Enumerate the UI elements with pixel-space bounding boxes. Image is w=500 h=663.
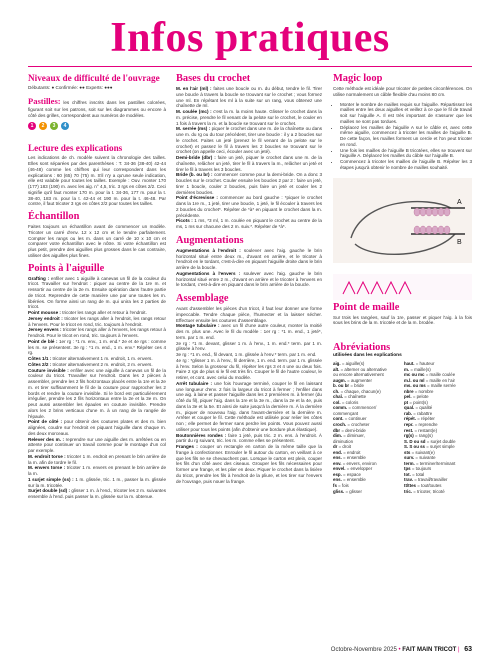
lecture-text: Les indications de ch. modèle suivent la chronologie des tailles. Elles sont séparées par des parenthèses : T. 34-36 (38-40) 42-44 (46-48) comme les chiffres qui leur correspondent dans les explications : 60 (65) 70 (75) m. S'il n'y a qu'une seule indication, elle est valable pour toutes les tailles. Exemple : Ouv. monter 170 (177) 183 (190) m. avec les aig. n° 4,5, tric. 3 rgs en côtes 2/2. Ceci signifie qu'il faut monter 170 m. pour la t. 34-36, 177 m. pour la t. 38-40, 183 m. pour la t. 42-44 et 190 m. pour la t. 46-48. Par contre, il faut tricoter 3 rgs en côtes 2/2 pour toutes les tailles. [28,155,166,207]
assemblage-entry-text: une fois l'ouvrage terminé, couper le fil en laissant une longueur d'env. 2 fois la largeur du tricot à fermer ; l'enfiler dans une aig. à laine et passer l'aiguille dans les 2 premières m. à fermer (du côté du fil), piquer l'aig. dans la 1re et la 3e m., dans la 2e et la 4e, puis dans la 3e et la 5e. Et ainsi de suite jusqu'à la dernière m. À la dernière m., piquer de nouveau l'aig. dans l'avant-dernière et la dernière m. Arrêter et couper le fil. Cette méthode est utilisée pour relier les côtes non ; elle permet de fermer sans perdre les points. Vous pouvez aussi utiliser pour tous les points (afin d'obtenir une bordure plus élastique). [176,380,322,432]
assemblage-entry-text: couper un rectangle en carton de la même taille que la frange à confectionner. Enrouler le fil autour du carton, en veillant à ce que les fils ne se chevauchent pas. Lorsque le carton est plein, couper les fils d'un côté avec des ciseaux. Grouper les fils nécessaires pour former une frange, et les plier en deux. Piquer le crochet dans la lisière du tricot, prendre les fils à l'endroit de la pliure, et les tirer sur l'envers de l'ouvrage, puis nouer la frange. [176,444,322,484]
magic-loop-intro: Cette méthode est idéale pour tricoter de petites circonférences. On utilise normalement un câble flexible d'au moins 80 cm. [333,86,472,97]
lecture-title: Lecture des explications [28,143,123,154]
points-entry-text: tricoter les rangs aller à l'envers, les rangs retour à l'endroit. Pour le tricot en rond, tric. toujours à l'envers. [28,327,166,338]
points-entry [28,339,166,356]
abbreviation-definition: = hauteur [415,361,435,366]
abbreviation-definition: = coloris [341,399,359,405]
abbreviation-definition: = maille en l'air [425,377,456,383]
abbreviations-left-column [333,361,401,494]
assemblage-entry-text: 4e rg : *glisser 1 m. à l'env., fil derrière, 1 m. end. term. par 1 m. glissée à l'env. Selon la grosseur du fil, répéter les rgs 3 et 4 une ou deux fois. Faire 2 rgs de plus si le fil est très fin. Couper le fil de l'autre couleur, le retirer, et cont. avec celui du modèle. [176,357,322,380]
abbreviation-term: tt/ttes [404,483,416,489]
pastilles-title: Pastilles: [28,95,61,106]
pastille-2-icon: 2 [39,122,47,130]
points-entry-text: glisser 1 m. à l'end., tricoter les 2 m. suivantes ensemble à l'end. puis passer la m. glissée sur la m. obtenue. [28,488,166,499]
footer-magazine: FAIT MAIN TRICOT [402,647,457,653]
diagram-background [333,178,472,263]
abbreviation-definition: = travail/travailler [414,477,448,483]
abbreviation-definition: = commencer/ [348,405,377,411]
abbreviation-term: fs [333,483,337,489]
points-entry-term: Couture invisible : [28,367,69,373]
abbreviation-term: pt [404,399,409,405]
crochet-entry [176,109,322,126]
points-entry-term: Point de blé : [28,338,58,344]
footer-issue: Octobre-Novembre 2025 [330,647,397,653]
points-entry-text: pour obtenir des coutures plates et des m. bien alignées, coudre sur l'endroit en piquant l'aiguille dans chaque m. des deux morceaux. [28,419,167,436]
points-entry [28,419,166,436]
abbreviation-definition: = ensemble [343,477,366,483]
crochet-entry-term: M. serrée (ms) : [176,126,211,132]
assemblage-entry-text: avec un fil d'une autre couleur, monter la moitié des m. plus une. Avec le fil du modèle : 1er rg : *1 m. end., 1 jeté*, term. par 1 m. end. [176,323,322,340]
abbreviation-definition: = droit [338,444,351,450]
abbreviation-term: haut. [404,361,415,366]
abbreviations-title: Abréviations [333,342,391,353]
crochet-entry-term: Point d'écrevisse : [176,195,218,201]
abbreviation-definition: = ensemble [343,455,366,461]
abbreviation-definition: = alterner ou alternative [340,366,387,372]
abbreviation-definition: = crocheter [347,422,370,428]
assemblage-entry [176,341,322,353]
points-entry-term: 1 surjet simple (ss) : [28,476,74,482]
augment-entry [176,248,322,271]
abbreviation-term: chaî. [333,394,344,400]
points-list [28,276,166,500]
abbreviation-definition: = envers, environ [342,460,377,466]
abbreviation-definition: = espace [343,471,361,477]
crochet-entry [176,155,322,172]
abbreviation-definition: = toujours [411,466,432,472]
pastilles-text: les chiffres inscrits dans les pastilles colorées, figurant soit sur les patrons, soit sur les diagrammes ou encore à côté des grilles, correspondent aux numéros de modèles. [28,99,166,118]
points-entry-term: Côtes 2/2 : [28,361,52,367]
crochet-title: Bases du crochet [176,73,251,84]
points-entry [28,437,166,454]
points-entry-term: Surjet double (sd) : [28,488,71,494]
assemblage-entry [176,444,322,484]
levels-title: Niveaux de difficulté de l'ouvrage [28,73,160,83]
augment-list [176,248,322,288]
abbreviation-term: col. [333,399,341,405]
abbreviations-table [333,361,472,494]
abbreviation-definition: = total [412,471,425,477]
crochet-entry-term: Demi-bride (dbr) : [176,155,216,160]
abbreviation-definition: = chaque, chacun(e) [340,388,381,394]
crochet-entry [176,195,322,218]
levels-text: Débutants: ● Confirmée: ●● Experts: ●●● [28,85,113,90]
points-entry [28,488,166,500]
abbreviation-term: répét. [404,416,416,422]
points-entry [28,465,166,477]
crochet-entry-term: M. en l'air (ml) : [176,86,212,91]
abbreviation-definition: = bride [350,383,364,389]
abbreviation-definition: = continuer [344,416,367,422]
assemblage-entry [176,433,322,445]
abbreviation-item [333,489,401,495]
points-entry-text: tricoter alternativement 1 m. endroit, 1 m. envers. [52,356,153,361]
abbreviation-definition: = tout/toutes [417,483,442,489]
assemblage-title: Assemblage [176,293,229,304]
points-entry-term: Relever des m. : [28,436,65,442]
abbreviation-term: S. S ou ss [404,444,425,450]
abbreviation-term: rab. [404,410,413,416]
points-entry-text: tricoter 1 m. envers en prenant le brin arrière de la m. [28,465,167,476]
diagram-label-b: B [457,238,462,246]
abbreviation-term: tot. [404,471,411,477]
page-footer [0,646,472,653]
pastille-1-icon: 1 [28,122,36,130]
abbreviation-term: ch. [333,388,340,394]
crochet-list [176,86,322,230]
abbreviation-definition: = restant(e) [414,427,438,433]
abbreviation-term: qual. [404,405,415,411]
crochet-entry [176,126,322,155]
points-entry-text: 1er rg : *1 m. env., 1 m. end.* 2e et 4e rgs : comme les m. se présentent. 3e rg : *1 m. end., 1 m. env.* Répéter ces 4 rg. [28,338,167,356]
point-maille-text: Sur trois les rangées, sauf la 1re, passer et piquer l'aig. à la fois sous les brins de la m. tricotée et de la m. brodée. [333,314,472,326]
abbreviation-term: m.l. ou ml [404,377,425,383]
assemblage-entry-term: Montage tubulaire : [176,323,220,329]
augment-entry-text: soulever avec l'aig. gauche le brin horizontal situé entre 2 m., d'avant en arrière et le tricoter à l'envers en le tordant, c'est-à-dire en piquant dans le brin arrière de la boucle. [176,270,323,288]
abbreviation-definition: = pelote [412,394,429,400]
abbreviation-term: dbr [333,427,341,433]
abbreviation-term: trav. [404,477,413,483]
abbreviation-definition: = diminuer, [343,433,365,439]
points-entry-text: tricoter les rangs aller à l'endroit, les rangs retour à l'envers. Pour le tricot en rond, tric. toujours à l'endroit. [28,315,167,327]
crochet-entry-text: faire un jeté, piquer le crochet dans une m. de la chaînette, relâcher un jeté, tirer le fil à travers la m., relâcher un jeté et tirer le fil à travers les 3 boucles. [176,155,322,172]
abbreviation-term: rg(s) [404,433,414,439]
pastille-3-icon: 3 [50,122,58,130]
abbreviation-definition: = qualité [415,405,433,411]
abbreviation-term: aig. [333,361,341,366]
augment-entry [176,271,322,288]
points-entry [28,454,166,466]
abbreviation-term: gliss. [333,488,345,494]
point-maille-illustration [333,274,472,300]
abbreviation-term: tps [404,466,411,472]
abbreviation-term: comm. [333,405,348,411]
crochet-entry-text: faites une boucle ou m. du début, tendre le fil. Tirer une boucle à travers la boucle se trouvant sur le crochet ; vous formez une ml. En répétant les ml à la suite sur un rang, vous obtenez une chaînette de ml. [176,86,322,109]
abbreviation-term: rest. [404,427,414,433]
assemblage-entry-term: Arrêt tubulaire : [176,380,213,386]
abbreviation-definition: = surjet double [426,438,456,444]
crochet-entry-term: Bride (b. ou br) : [176,172,213,178]
magic-loop-step: • Monter le nombre de mailles requis sur l'aiguille. Répartissez les mailles entre les deux aiguilles et veillez à ce que le fil de travail soit sur l'aiguille A. Il est très important de s'assurer que les mailles ne sont pas tordues. [340,102,472,125]
abbreviation-term: envel. [333,466,346,472]
assemblage-entry-text: 3e rg : *1 m. end., fil devant, 1 m. glissée à l'env.* term. par 1 m. end. [176,352,317,357]
crochet-entry [176,218,322,230]
abbreviation-definition: commençant [333,410,359,416]
assemblage-entry-text: 2e rg : *1 m. devant, glisser 1 m. à l'env., 1 m. end.* term. par 1 m. glissée à l'env. [176,340,322,352]
points-entry-term: Jersey envers : [28,327,62,333]
crochet-entry-text: piquer le crochet dans une m. de la chaînette ou dans une m. du rg ou du tour précédent, tirer une boucle : il y a 2 boucles sur le crochet. Faites un jeté (prenez le fil venant de la pelote sur le crochet) et passez le fil à travers les 2 boucles se trouvant sur le crochet (on appelle ceci, écouler avec un jeté). [176,126,322,155]
abbreviation-definition: diminution [333,438,354,444]
crochet-entry-term: M. coulée (mc) : [176,109,212,114]
abbreviation-term: b. ou br [333,383,350,389]
abbreviations-right-column [404,361,472,494]
abbreviation-term: surv. [404,455,415,461]
footer-separator-2: | [457,647,460,653]
abbreviation-item [404,489,472,495]
points-entry [28,477,166,489]
abbreviation-definition: = nombre [414,388,434,394]
abbreviation-definition: = terminer/terminant [415,460,456,466]
magic-loop-step: • Déplacez les mailles de l'aiguille A sur le câble et, avec cette même aiguille, commencez à tricoter les mailles de l'aiguille B. De cette façon, les mailles forment un cercle et l'on peut tricoter en rond. [340,125,472,148]
points-entry [28,327,166,339]
crochet-entry-text: commencer au bord gauche : *piquer le crochet dans la 1re m., 1 jeté, tirer une boucle, 1 jeté, le fil écouler à travers les 2 boucles du crochet*. Répéter de *à* en piquant le crochet dans la m. précédente. [176,195,322,218]
assemblage-intro: Avant d'assembler les pièces d'un tricot, il faut leur donner une forme impeccable. Tendre chaque pièce, l'humecter et la laisser sécher. Effectuer ensuite les coutures d'assemblage. [176,306,322,323]
points-entry-term: M. endroit torse : [28,453,66,459]
abbreviation-term: cont. [333,416,344,422]
abbreviation-definition: = rang(s) [415,433,433,439]
assemblage-entry [176,358,322,381]
abbreviation-term: ms. ou ms [404,383,426,389]
magic-loop-diagram [333,178,472,263]
footer-separator: • [398,647,401,653]
assemblage-entry [176,381,322,433]
augment-entry-term: Augmentations à l'envers : [176,270,241,276]
abbreviation-term: repr. [404,422,414,428]
abbreviation-term: sts [404,449,411,455]
abbreviation-term: pel. [404,394,412,400]
magic-loop-step: • Commencez à tricoter les mailles de l'aiguille B. Répéter les 3 étapes jusqu'à obtenir le nombre de mailles souhaité. [340,159,472,171]
column-left [28,73,166,500]
pastille-4-icon: 4 [61,122,69,130]
augment-entry-text: soulever avec l'aig. gauche le brin horizontal situé entre deux m., d'avant en arrière, et le tricoter à l'endroit en le tordant, c'est-à-dire en piquant l'aiguille droite dans le brin arrière de la boucle. [176,247,323,270]
abbreviation-term: augm. [333,377,346,383]
echantillon-title: Échantillon [28,211,80,222]
abbreviation-definition: = suivante [415,455,436,461]
abbreviation-definition: = endroit [343,449,361,455]
points-entry [28,316,166,328]
abbreviation-definition: = chaînette [344,394,367,400]
magic-loop-title: Magic loop [333,73,383,84]
diagram-label-a: A [457,198,462,206]
assemblage-entry-text: faire 1 jeté, puis tric. 2 m. ens. à l'endroit. À partir du rg suivant, tric. les m. comme elles se présentent. [176,432,322,444]
points-entry-text: tricoter alternativement 2 m. endroit, 2 m. envers. [52,361,153,367]
page-number: 63 [464,646,472,653]
abbreviation-definition: = maille serrée [426,383,456,389]
point-maille-title: Point de maille [333,301,400,313]
points-entry [28,276,166,311]
pastilles-paragraph [28,95,166,119]
assemblage-entry-term: Boutonnières rondes : [176,432,227,438]
abbreviation-term: dr [333,444,338,450]
augment-entry-term: Augmentations à l'endroit : [176,247,241,253]
points-entry-term: Point de côté : [28,419,62,425]
abbreviation-term: ens. [333,455,342,461]
abbreviation-term: ens. [333,477,342,483]
points-entry-term: Point mousse : [28,310,61,315]
crochet-entry-text: c'est la m. la moins haute. Glisser le crochet dans la m. précise, prendre le fil venant de la pelote sur le crochet, le couler en 1 fois à travers la m. et la boucle se trouvant sur le crochet. [176,109,322,126]
abbreviation-term: dim. [333,433,343,439]
abbreviation-term: esp. [333,471,342,477]
points-entry-term: Côtes 1/1 : [28,356,52,361]
abbreviations-subtitle: utilisées dans les explications [333,353,402,358]
abbreviation-definition: = surjet simple [426,444,455,450]
column-middle [176,73,322,484]
points-entry-text: reprendre sur une aiguille des m. arrêtées ou en attente pour continuer un travail comme pour le montage d'un col par exemple. [28,436,166,453]
abbreviation-term: croch. [333,422,347,428]
echantillon-text: Faites toujours un échantillon avant de commencer un modèle. Tricoter un carré d'env. 12 x 12 cm et le tendre parfaitement. Compter les rangs ou les m. dans un carré de 10 x 10 cm et comparer votre échantillon avec le nôtre. Si votre échantillon est plus petit, prendre des aiguilles plus grosses dans le cas contraire, utiliser des aiguilles plus fines. [28,224,166,258]
abbreviation-term: m. [404,366,410,372]
points-entry-text: tricoter les rangs aller et retour à l'endroit. [62,310,147,315]
points-entry-term: Jersey endroit : [28,315,63,321]
column-right [333,73,472,494]
abbreviation-definition: = fois [338,483,349,489]
points-entry-term: Grafting : [28,275,50,281]
crochet-entry-text: 1 ms, *3 ml, 1 m. coulée en piquant le crochet au centre de la ms, 1 ms sur chacune des 2 m. suiv.*. Répéter de *à*. [176,218,322,229]
pastilles-dots [28,122,166,130]
assemblage-list [176,323,322,484]
abbreviation-term: nbre [404,388,414,394]
abbreviation-definition: = aiguille(s) [341,361,365,366]
abbreviation-term: alt. [333,366,340,372]
points-entry [28,368,166,420]
abbreviation-definition: = reprendre [414,422,438,428]
abbreviation-definition: = répéter [417,416,435,422]
points-entry-term: M. envers torse : [28,465,66,471]
magic-loop-steps [333,102,472,171]
abbreviation-term: S. D ou sd [404,438,426,444]
abbreviation-term: term. [404,460,415,466]
title-divider [28,66,472,67]
points-entry-text: 1 m. glissée, tric. 1 m., passer la m. glissée sur la m. tricotée. [28,476,167,488]
magic-loop-step: • Une fois les mailles de l'aiguille B tricotées, elles se trouvent sur l'aiguille A. Déplacez les mailles du câble sur l'aiguille B. [340,148,472,160]
abbreviation-definition: = suivant(e) [411,449,435,455]
abbreviation-definition: = tricoter, tricoté [413,488,445,494]
abbreviation-definition: = envelopper [346,466,373,472]
points-entry-text: tricoter 1 m. endroit en prenant le brin arrière de la m. afin de tordre le fil. [28,453,166,465]
abbreviation-definition: = demi-bride [341,427,366,433]
points-entry-text: enfiler avec 1 aiguille à canevas un fil de la couleur du tricot. Travailler sur l'endroit : piquer au centre de la 1re m. et ressortir au centre de la 2e m. Ensuite opération dans l'autre partie de tricot. Reprendre de cette manière une par une toutes les m. libérées. On forme ainsi un rang de m. qui unira les 2 parties de tricot. [28,275,167,310]
abbreviation-term: mc ou mc [404,372,425,378]
points-title: Points à l'aiguille [28,262,105,274]
abbreviation-definition: = maille(s) [410,366,431,372]
abbreviation-definition: = rabattre [413,410,433,416]
abbreviation-term: tric. [404,488,413,494]
abbreviation-definition: = maille coulée [425,372,456,378]
crochet-entry-text: commencer comme pour la demi-bride. On a donc 3 boucles sur le crochet. Couler ensuite les boucles 2 par 2 : faire un jeté, tirer 1 boucle, couler 2 boucles, puis faire un jeté et couler les 2 dernières boucles. [176,172,322,195]
abbreviation-definition: = augmenter [347,377,372,383]
abbreviation-definition: = glisser [345,488,362,494]
abbreviation-definition: = point(s) [409,399,428,405]
abbreviation-definition: ou encore alternativement [333,372,384,378]
page-title: Infos pratiques [110,15,390,61]
crochet-entry [176,172,322,195]
points-entry-text: enfiler avec une aiguille à canevas un fil de la couleur du tricot. Travailler sur l'endroit. Dans les 2 pièces à assembler, prendre les 2 fils horizontaux placés entre la 1re et la 2e m. et tirer suffisamment le fil de la couture pour rapprocher les 2 bords et rendre la couture invisible. Si le bord est particulièrement irrégulier, prendre les 2 fils horizontaux entre la 2e et la 3e m. On peut aussi assembler les épaules en couture invisible. Prendre alors les 2 brins verticaux d'une m. à un rang de la rangée de l'épaule. [28,367,167,419]
assemblage-entry [176,323,322,340]
augment-title: Augmentations [176,234,244,246]
crochet-entry-term: Picots : [176,218,193,224]
assemblage-entry-term: Franges : [176,444,198,449]
abbreviation-term: end. [333,449,343,455]
crochet-entry [176,86,322,109]
abbreviation-term: env. [333,460,342,466]
